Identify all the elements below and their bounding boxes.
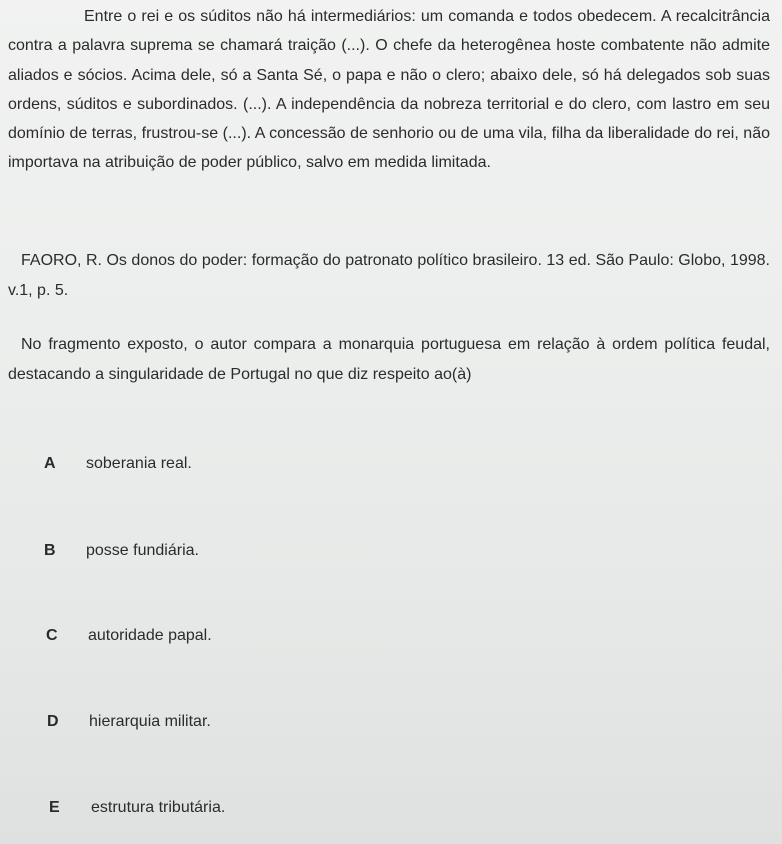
option-letter: E — [49, 799, 60, 816]
option-text: autoridade papal. — [88, 627, 212, 644]
option-b[interactable] — [44, 541, 199, 561]
option-letter: D — [47, 713, 59, 730]
option-letter: C — [46, 627, 58, 644]
option-d[interactable] — [47, 712, 211, 732]
option-e[interactable] — [49, 798, 225, 818]
option-text: posse fundiária. — [86, 542, 199, 559]
option-letter: B — [44, 542, 56, 559]
option-text: hierarquia militar. — [89, 713, 211, 730]
question-text: No fragmento exposto, o autor compara a monarquia portuguesa em relação à ordem política feudal, destacando a singularidade de Portugal no que diz respeito ao(à) — [8, 336, 770, 383]
passage-text: Entre o rei e os súditos não há intermediários: um comanda e todos obedecem. A recalcitrância contra a palavra suprema se chamará traição (...). O chefe da heterogênea hoste combatente não admite aliados e sócios. Acima dele, só a Santa Sé, o papa e não o clero; abaixo dele, só há delegados sob suas ordens, súditos e subordinados. (...). A independência da nobreza territorial e do clero, com lastro em seu domínio de terras, frustrou-se (...). A concessão de senhorio ou de uma vila, filha da liberalidade do rei, não importava na atribuição de poder público, salvo em medida limitada. — [8, 8, 770, 172]
option-letter: A — [44, 455, 56, 472]
option-a[interactable] — [44, 454, 192, 474]
citation-text: FAORO, R. Os donos do poder: formação do patronato político brasileiro. 13 ed. São Paulo: Globo, 1998. v.1, p. 5. — [8, 252, 770, 299]
option-text: estrutura tributária. — [91, 799, 226, 816]
option-c[interactable] — [46, 626, 212, 646]
option-text: soberania real. — [86, 455, 192, 472]
